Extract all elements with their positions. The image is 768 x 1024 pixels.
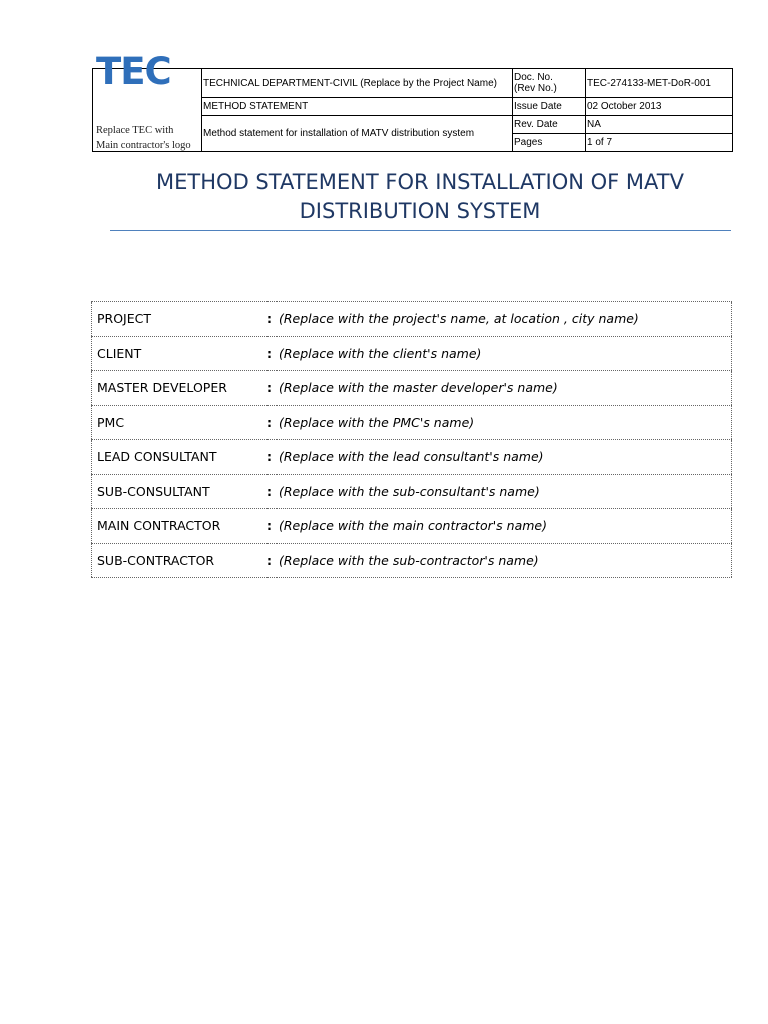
rev-date-value: NA (586, 116, 733, 134)
info-row (92, 440, 732, 475)
info-value: (Replace with the master developer's name) (277, 371, 732, 406)
description-cell: Method statement for installation of MATV distribution system (202, 116, 513, 152)
doc-no-label (513, 69, 586, 98)
doc-no-label-line1: Doc. No. (514, 72, 553, 83)
info-row (92, 302, 732, 337)
document-header-table (92, 50, 733, 152)
logo-note (96, 123, 191, 153)
info-row (92, 543, 732, 578)
doc-no-label-line2: (Rev No.) (514, 83, 557, 94)
info-row (92, 371, 732, 406)
info-label: PROJECT (92, 302, 268, 337)
info-row (92, 509, 732, 544)
pages-label: Pages (513, 134, 586, 152)
issue-date-value: 02 October 2013 (586, 98, 733, 116)
info-label: MASTER DEVELOPER (92, 371, 268, 406)
info-colon: : (267, 509, 277, 544)
logo-note-line1: Replace TEC with (96, 125, 174, 136)
issue-date-label: Issue Date (513, 98, 586, 116)
info-value: (Replace with the PMC's name) (277, 405, 732, 440)
info-colon: : (267, 474, 277, 509)
info-colon: : (267, 405, 277, 440)
title-line1: METHOD STATEMENT FOR INSTALLATION OF MATV (156, 170, 684, 194)
info-label: MAIN CONTRACTOR (92, 509, 268, 544)
doc-type-cell: METHOD STATEMENT (202, 98, 513, 116)
title-line2: DISTRIBUTION SYSTEM (299, 199, 541, 223)
info-colon: : (267, 302, 277, 337)
info-value: (Replace with the main contractor's name) (277, 509, 732, 544)
company-logo: TEC (96, 50, 171, 93)
info-label: SUB-CONSULTANT (92, 474, 268, 509)
info-value: (Replace with the sub-consultant's name) (277, 474, 732, 509)
info-row (92, 474, 732, 509)
pages-value: 1 of 7 (586, 134, 733, 152)
document-title (110, 168, 730, 226)
info-colon: : (267, 336, 277, 371)
info-label: PMC (92, 405, 268, 440)
info-value: (Replace with the sub-contractor's name) (277, 543, 732, 578)
project-info-table (91, 301, 732, 578)
info-row (92, 405, 732, 440)
info-label: LEAD CONSULTANT (92, 440, 268, 475)
info-colon: : (267, 440, 277, 475)
project-info-body (92, 302, 732, 578)
info-value: (Replace with the project's name, at location , city name) (277, 302, 732, 337)
info-value: (Replace with the client's name) (277, 336, 732, 371)
logo-cell (93, 50, 202, 152)
info-value: (Replace with the lead consultant's name) (277, 440, 732, 475)
rev-date-label: Rev. Date (513, 116, 586, 134)
department-cell: TECHNICAL DEPARTMENT-CIVIL (Replace by the Project Name) (202, 69, 513, 98)
info-row (92, 336, 732, 371)
info-colon: : (267, 371, 277, 406)
title-divider (110, 230, 731, 231)
info-label: CLIENT (92, 336, 268, 371)
info-label: SUB-CONTRACTOR (92, 543, 268, 578)
doc-no-value: TEC-274133-MET-DoR-001 (586, 69, 733, 98)
logo-note-line2: Main contractor's logo (96, 140, 191, 151)
info-colon: : (267, 543, 277, 578)
